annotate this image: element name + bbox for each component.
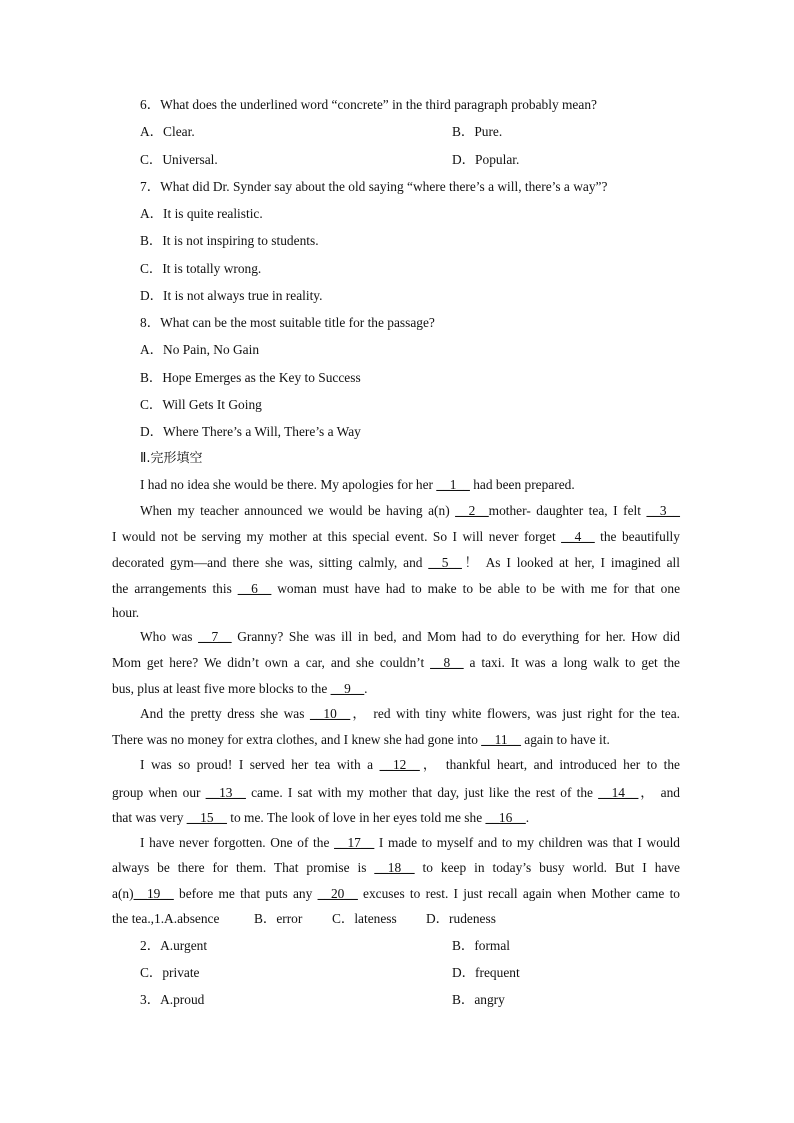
- passage-line: Mom get here? We didn’t own a car, and she couldn’t __8__ a taxi. It was a long walk to get the: [112, 655, 680, 670]
- passage-line: I had no idea she would be there. My apologies for her __1__ had been prepared.: [140, 477, 575, 492]
- blank-8: __8__: [430, 655, 464, 670]
- passage-line: decorated gym—and there she was, sitting calmly, and __5__！ As I looked at her, I imagined all: [112, 555, 680, 570]
- q8-option-c: C．Will Gets It Going: [140, 397, 262, 412]
- blank-14: __14__: [598, 785, 639, 800]
- cloze-2-option-c: C．private: [140, 965, 200, 980]
- blank-3: __3__: [646, 503, 680, 518]
- q7-option-a: A．It is quite realistic.: [140, 206, 263, 221]
- blank-16: __16__: [485, 810, 526, 825]
- passage-line: that was very __15__ to me. The look of love in her eyes told me she __16__.: [112, 810, 530, 825]
- cloze-1-option-c: C．lateness: [332, 911, 397, 926]
- question-6-stem: 6．What does the underlined word “concrete” in the third paragraph probably mean?: [140, 97, 597, 112]
- blank-5: __5__: [428, 555, 462, 570]
- cloze-2-option-d: D．frequent: [452, 965, 520, 980]
- blank-11: __11__: [481, 732, 521, 747]
- blank-4: __4__: [561, 529, 595, 544]
- blank-13: __13__: [205, 785, 246, 800]
- passage-line: group when our __13__ came. I sat with my mother that day, just like the rest of the __14__， and: [112, 785, 681, 800]
- cloze-3-option-b: B．angry: [452, 992, 505, 1007]
- blank-20: __20__: [317, 886, 358, 901]
- blank-1: __1__: [436, 477, 470, 492]
- passage-line: I was so proud! I served her tea with a __12__， thankful heart, and introduced her to the: [140, 757, 680, 772]
- blank-9: __9__: [330, 681, 365, 696]
- passage-line: When my teacher announced we would be having a(n) __2__mother- daughter tea, I felt __3__: [140, 503, 680, 518]
- blank-15: __15__: [186, 810, 227, 825]
- q8-option-a: A．No Pain, No Gain: [140, 342, 260, 357]
- blank-12: __12__: [379, 757, 420, 772]
- cloze-1-option-b: B．error: [254, 911, 303, 926]
- passage-line: the arrangements this __6__ woman must have had to make to be able to be with me for that one: [112, 581, 681, 596]
- passage-line: I have never forgotten. One of the __17__ I made to myself and to my children was that I would: [140, 835, 680, 850]
- passage-line: There was no money for extra clothes, and I knew she had gone into __11__ again to have it.: [112, 732, 610, 747]
- blank-17: __17__: [334, 835, 375, 850]
- blank-10: __10__: [309, 706, 351, 721]
- blank-19: __19__: [133, 886, 174, 901]
- cloze-3-option-a: 3．A.proud: [140, 992, 205, 1007]
- passage-line: Who was __7__ Granny? She was ill in bed, and Mom had to do everything for her. How did: [140, 629, 680, 644]
- cloze-2-option-a: 2．A.urgent: [140, 938, 208, 953]
- q8-option-b: B．Hope Emerges as the Key to Success: [140, 370, 361, 385]
- passage-line: hour.: [112, 605, 140, 620]
- cloze-1-option-a: the tea.,1.A.absence: [112, 911, 220, 926]
- passage-line: a(n)__19__ before me that puts any __20__ excuses to rest. I just recall again when Mother came to: [112, 886, 680, 901]
- question-8-stem: 8．What can be the most suitable title for the passage?: [140, 315, 435, 330]
- passage-line: always be there for them. That promise is __18__ to keep in today’s busy world. But I have: [112, 860, 680, 875]
- blank-6: __6__: [237, 581, 272, 596]
- blank-2: __2__: [455, 503, 489, 518]
- q6-option-b: B．Pure.: [452, 124, 503, 139]
- cloze-1-option-d: D．rudeness: [426, 911, 496, 926]
- blank-7: __7__: [198, 629, 232, 644]
- cloze-2-option-b: B．formal: [452, 938, 511, 953]
- blank-18: __18__: [374, 860, 415, 875]
- question-7-stem: 7．What did Dr. Synder say about the old saying “where there’s a will, there’s a way”?: [140, 179, 608, 194]
- q7-option-b: B．It is not inspiring to students.: [140, 233, 319, 248]
- q8-option-d: D．Where There’s a Will, There’s a Way: [140, 424, 361, 439]
- passage-line: And the pretty dress she was __10__， red with tiny white flowers, was just right for the tea.: [140, 706, 680, 721]
- q6-option-c: C．Universal.: [140, 152, 218, 167]
- q6-option-d: D．Popular.: [452, 152, 520, 167]
- q6-option-a: A．Clear.: [140, 124, 195, 139]
- q7-option-c: C．It is totally wrong.: [140, 261, 262, 276]
- passage-line: bus, plus at least five more blocks to the __9__.: [112, 681, 368, 696]
- q7-option-d: D．It is not always true in reality.: [140, 288, 323, 303]
- passage-line: I would not be serving my mother at this special event. So I will never forget __4__ the beautifully: [112, 529, 680, 544]
- section-heading: Ⅱ.完形填空: [140, 451, 203, 466]
